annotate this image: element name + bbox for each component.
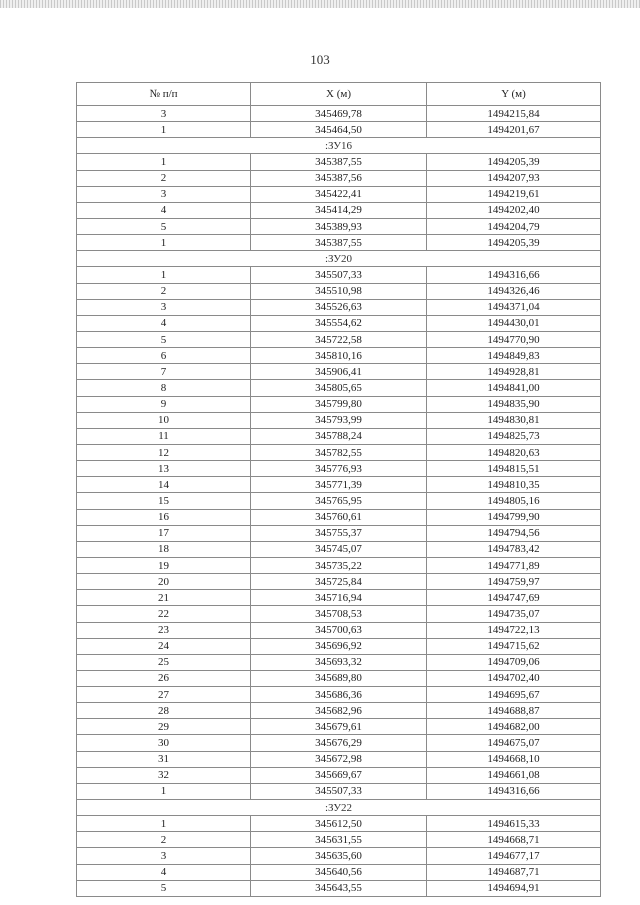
y-coordinate-cell: 1494841,00 (427, 380, 601, 396)
point-number-cell: 19 (77, 557, 251, 573)
section-label: :ЗУ22 (77, 800, 601, 816)
table-header-row (77, 83, 601, 106)
point-number-cell: 20 (77, 574, 251, 590)
point-number-cell: 13 (77, 461, 251, 477)
x-coordinate-cell: 345810,16 (251, 348, 427, 364)
table-row (77, 783, 601, 799)
x-coordinate-cell: 345906,41 (251, 364, 427, 380)
x-coordinate-cell: 345805,65 (251, 380, 427, 396)
y-coordinate-cell: 1494849,83 (427, 348, 601, 364)
y-coordinate-cell: 1494687,71 (427, 864, 601, 880)
x-coordinate-cell: 345708,53 (251, 606, 427, 622)
point-number-cell: 15 (77, 493, 251, 509)
point-number-cell: 10 (77, 412, 251, 428)
point-number-cell: 18 (77, 541, 251, 557)
y-coordinate-cell: 1494205,39 (427, 154, 601, 170)
x-coordinate-cell: 345788,24 (251, 428, 427, 444)
point-number-cell: 29 (77, 719, 251, 735)
table-row (77, 315, 601, 331)
y-coordinate-cell: 1494205,39 (427, 235, 601, 251)
scan-top-edge (0, 0, 640, 8)
point-number-cell: 30 (77, 735, 251, 751)
y-coordinate-cell: 1494668,10 (427, 751, 601, 767)
section-label: :ЗУ16 (77, 138, 601, 154)
point-number-cell: 3 (77, 186, 251, 202)
table-row (77, 122, 601, 138)
table-row (77, 654, 601, 670)
point-number-cell: 5 (77, 331, 251, 347)
table-row (77, 816, 601, 832)
x-coordinate-cell: 345507,33 (251, 783, 427, 799)
y-coordinate-cell: 1494783,42 (427, 541, 601, 557)
header-x-coordinate: X (м) (251, 83, 427, 106)
table-row (77, 767, 601, 783)
x-coordinate-cell: 345693,32 (251, 654, 427, 670)
table-row (77, 864, 601, 880)
point-number-cell: 1 (77, 235, 251, 251)
x-coordinate-cell: 345387,56 (251, 170, 427, 186)
y-coordinate-cell: 1494709,06 (427, 654, 601, 670)
point-number-cell: 7 (77, 364, 251, 380)
x-coordinate-cell: 345676,29 (251, 735, 427, 751)
table-row (77, 154, 601, 170)
table-row (77, 299, 601, 315)
x-coordinate-cell: 345755,37 (251, 525, 427, 541)
point-number-cell: 4 (77, 864, 251, 880)
y-coordinate-cell: 1494830,81 (427, 412, 601, 428)
point-number-cell: 2 (77, 283, 251, 299)
table-row (77, 557, 601, 573)
point-number-cell: 14 (77, 477, 251, 493)
y-coordinate-cell: 1494759,97 (427, 574, 601, 590)
table-row (77, 606, 601, 622)
page-number: 103 (310, 52, 330, 67)
point-number-cell: 2 (77, 832, 251, 848)
table-row (77, 751, 601, 767)
y-coordinate-cell: 1494694,91 (427, 880, 601, 896)
x-coordinate-cell: 345793,99 (251, 412, 427, 428)
table-row (77, 428, 601, 444)
coordinates-table (76, 82, 601, 897)
table-body (77, 106, 601, 897)
table-row (77, 590, 601, 606)
point-number-cell: 8 (77, 380, 251, 396)
x-coordinate-cell: 345635,60 (251, 848, 427, 864)
y-coordinate-cell: 1494201,67 (427, 122, 601, 138)
section-label: :ЗУ20 (77, 251, 601, 267)
x-coordinate-cell: 345526,63 (251, 299, 427, 315)
x-coordinate-cell: 345686,36 (251, 687, 427, 703)
y-coordinate-cell: 1494695,67 (427, 687, 601, 703)
point-number-cell: 27 (77, 687, 251, 703)
x-coordinate-cell: 345554,62 (251, 315, 427, 331)
y-coordinate-cell: 1494688,87 (427, 703, 601, 719)
x-coordinate-cell: 345760,61 (251, 509, 427, 525)
y-coordinate-cell: 1494675,07 (427, 735, 601, 751)
x-coordinate-cell: 345387,55 (251, 235, 427, 251)
y-coordinate-cell: 1494735,07 (427, 606, 601, 622)
y-coordinate-cell: 1494771,89 (427, 557, 601, 573)
table-row (77, 348, 601, 364)
x-coordinate-cell: 345771,39 (251, 477, 427, 493)
x-coordinate-cell: 345679,61 (251, 719, 427, 735)
y-coordinate-cell: 1494770,90 (427, 331, 601, 347)
y-coordinate-cell: 1494661,08 (427, 767, 601, 783)
x-coordinate-cell: 345422,41 (251, 186, 427, 202)
y-coordinate-cell: 1494668,71 (427, 832, 601, 848)
point-number-cell: 1 (77, 154, 251, 170)
table-row (77, 380, 601, 396)
table-row (77, 186, 601, 202)
x-coordinate-cell: 345464,50 (251, 122, 427, 138)
section-label-row (77, 800, 601, 816)
y-coordinate-cell: 1494371,04 (427, 299, 601, 315)
point-number-cell: 24 (77, 638, 251, 654)
y-coordinate-cell: 1494204,79 (427, 218, 601, 234)
point-number-cell: 23 (77, 622, 251, 638)
point-number-cell: 4 (77, 315, 251, 331)
section-label-row (77, 251, 601, 267)
y-coordinate-cell: 1494928,81 (427, 364, 601, 380)
point-number-cell: 1 (77, 267, 251, 283)
x-coordinate-cell: 345510,98 (251, 283, 427, 299)
x-coordinate-cell: 345469,78 (251, 106, 427, 122)
point-number-cell: 1 (77, 122, 251, 138)
x-coordinate-cell: 345507,33 (251, 267, 427, 283)
section-label-row (77, 138, 601, 154)
y-coordinate-cell: 1494722,13 (427, 622, 601, 638)
table-row (77, 283, 601, 299)
table-row (77, 235, 601, 251)
point-number-cell: 5 (77, 880, 251, 896)
y-coordinate-cell: 1494805,16 (427, 493, 601, 509)
table-row (77, 364, 601, 380)
header-y-coordinate: Y (м) (427, 83, 601, 106)
point-number-cell: 2 (77, 170, 251, 186)
table-row (77, 477, 601, 493)
x-coordinate-cell: 345700,63 (251, 622, 427, 638)
point-number-cell: 3 (77, 299, 251, 315)
table-row (77, 880, 601, 896)
y-coordinate-cell: 1494820,63 (427, 444, 601, 460)
x-coordinate-cell: 345612,50 (251, 816, 427, 832)
table-row (77, 703, 601, 719)
x-coordinate-cell: 345782,55 (251, 444, 427, 460)
x-coordinate-cell: 345643,55 (251, 880, 427, 896)
table-row (77, 670, 601, 686)
y-coordinate-cell: 1494202,40 (427, 202, 601, 218)
point-number-cell: 3 (77, 848, 251, 864)
point-number-cell: 12 (77, 444, 251, 460)
y-coordinate-cell: 1494810,35 (427, 477, 601, 493)
y-coordinate-cell: 1494815,51 (427, 461, 601, 477)
table-row (77, 735, 601, 751)
table-row (77, 267, 601, 283)
table-row (77, 687, 601, 703)
x-coordinate-cell: 345745,07 (251, 541, 427, 557)
x-coordinate-cell: 345735,22 (251, 557, 427, 573)
y-coordinate-cell: 1494794,56 (427, 525, 601, 541)
y-coordinate-cell: 1494835,90 (427, 396, 601, 412)
table-row (77, 509, 601, 525)
point-number-cell: 16 (77, 509, 251, 525)
y-coordinate-cell: 1494430,01 (427, 315, 601, 331)
table-row (77, 719, 601, 735)
y-coordinate-cell: 1494615,33 (427, 816, 601, 832)
x-coordinate-cell: 345682,96 (251, 703, 427, 719)
x-coordinate-cell: 345765,95 (251, 493, 427, 509)
x-coordinate-cell: 345669,67 (251, 767, 427, 783)
table-row (77, 444, 601, 460)
table-row (77, 848, 601, 864)
table-row (77, 638, 601, 654)
point-number-cell: 21 (77, 590, 251, 606)
y-coordinate-cell: 1494316,66 (427, 783, 601, 799)
table-row (77, 331, 601, 347)
point-number-cell: 32 (77, 767, 251, 783)
y-coordinate-cell: 1494825,73 (427, 428, 601, 444)
table-row (77, 493, 601, 509)
y-coordinate-cell: 1494747,69 (427, 590, 601, 606)
y-coordinate-cell: 1494207,93 (427, 170, 601, 186)
table-row (77, 170, 601, 186)
table-row (77, 218, 601, 234)
y-coordinate-cell: 1494702,40 (427, 670, 601, 686)
point-number-cell: 31 (77, 751, 251, 767)
y-coordinate-cell: 1494715,62 (427, 638, 601, 654)
x-coordinate-cell: 345672,98 (251, 751, 427, 767)
x-coordinate-cell: 345414,29 (251, 202, 427, 218)
x-coordinate-cell: 345387,55 (251, 154, 427, 170)
table-row (77, 202, 601, 218)
x-coordinate-cell: 345631,55 (251, 832, 427, 848)
point-number-cell: 4 (77, 202, 251, 218)
x-coordinate-cell: 345776,93 (251, 461, 427, 477)
x-coordinate-cell: 345799,80 (251, 396, 427, 412)
table-row (77, 832, 601, 848)
point-number-cell: 11 (77, 428, 251, 444)
x-coordinate-cell: 345716,94 (251, 590, 427, 606)
table-row (77, 525, 601, 541)
y-coordinate-cell: 1494215,84 (427, 106, 601, 122)
y-coordinate-cell: 1494677,17 (427, 848, 601, 864)
x-coordinate-cell: 345640,56 (251, 864, 427, 880)
point-number-cell: 17 (77, 525, 251, 541)
table-row (77, 622, 601, 638)
point-number-cell: 9 (77, 396, 251, 412)
x-coordinate-cell: 345696,92 (251, 638, 427, 654)
header-point-number: № п/п (77, 83, 251, 106)
table-row (77, 574, 601, 590)
y-coordinate-cell: 1494219,61 (427, 186, 601, 202)
point-number-cell: 6 (77, 348, 251, 364)
point-number-cell: 1 (77, 783, 251, 799)
x-coordinate-cell: 345689,80 (251, 670, 427, 686)
table-row (77, 461, 601, 477)
y-coordinate-cell: 1494326,46 (427, 283, 601, 299)
table-row (77, 541, 601, 557)
point-number-cell: 25 (77, 654, 251, 670)
x-coordinate-cell: 345722,58 (251, 331, 427, 347)
point-number-cell: 22 (77, 606, 251, 622)
point-number-cell: 5 (77, 218, 251, 234)
y-coordinate-cell: 1494799,90 (427, 509, 601, 525)
y-coordinate-cell: 1494316,66 (427, 267, 601, 283)
point-number-cell: 3 (77, 106, 251, 122)
x-coordinate-cell: 345389,93 (251, 218, 427, 234)
table-row (77, 106, 601, 122)
point-number-cell: 28 (77, 703, 251, 719)
point-number-cell: 26 (77, 670, 251, 686)
table-row (77, 396, 601, 412)
x-coordinate-cell: 345725,84 (251, 574, 427, 590)
point-number-cell: 1 (77, 816, 251, 832)
table-row (77, 412, 601, 428)
y-coordinate-cell: 1494682,00 (427, 719, 601, 735)
